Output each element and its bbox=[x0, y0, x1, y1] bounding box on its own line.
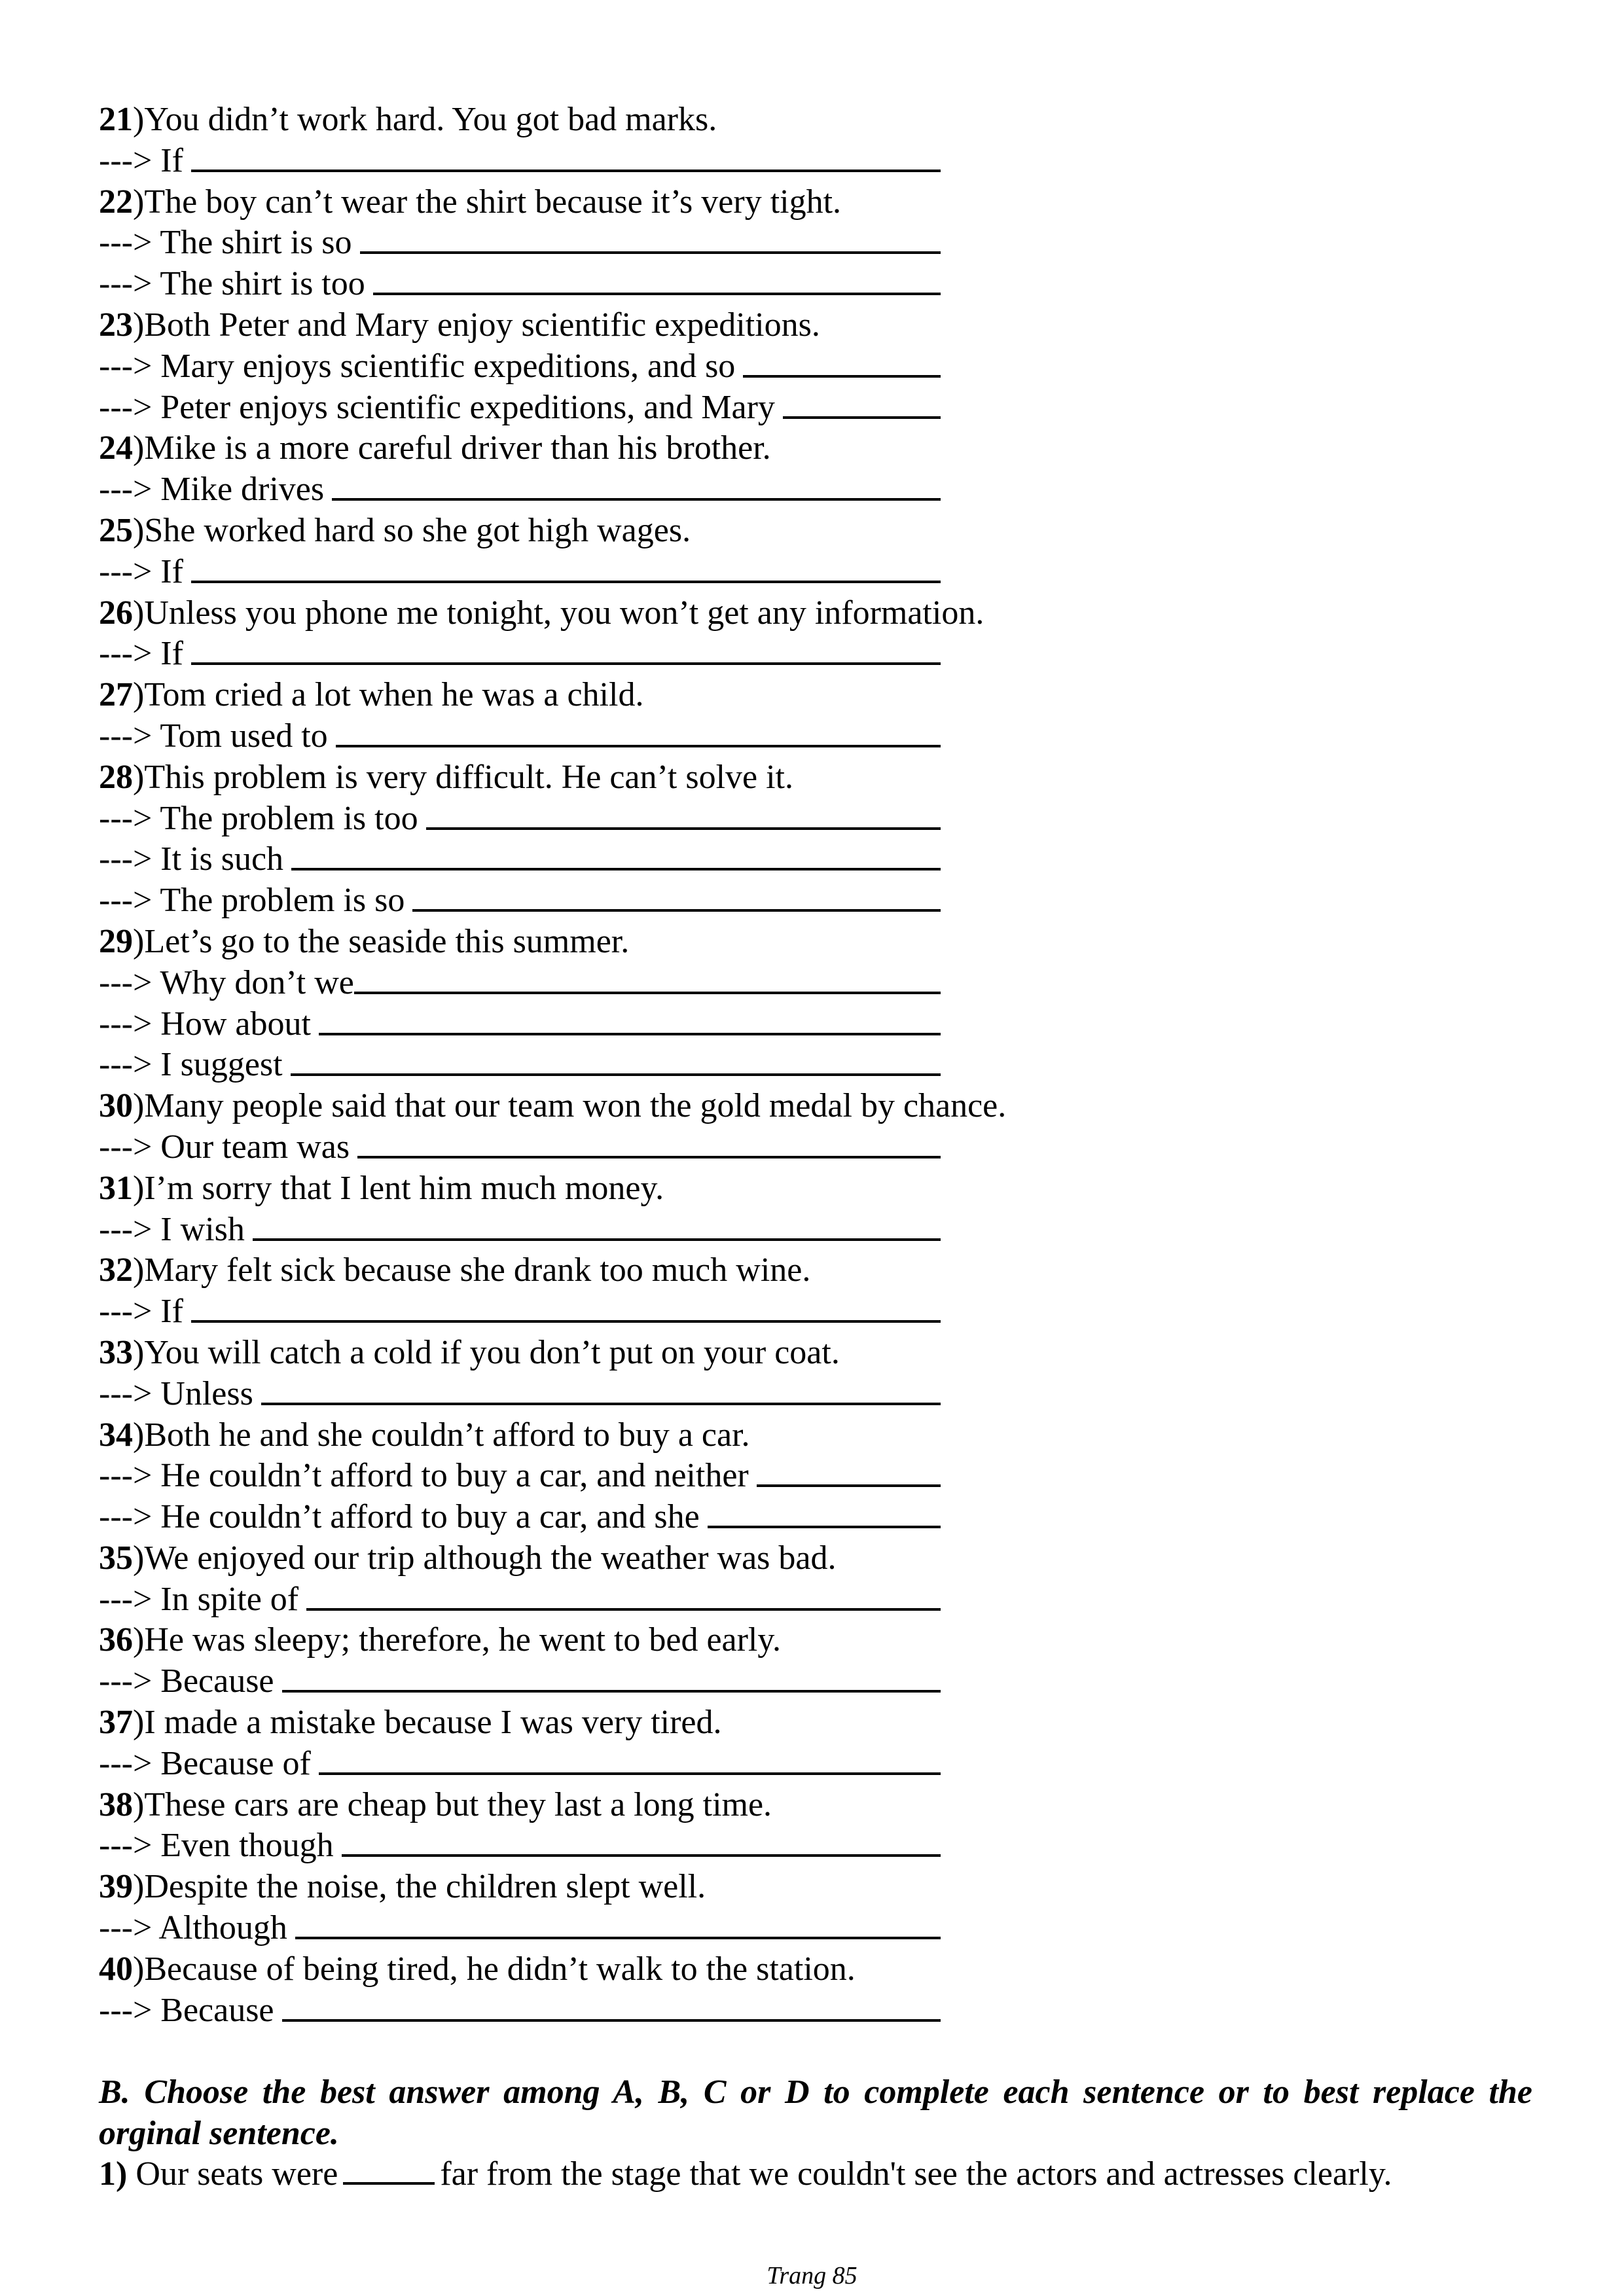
paren: ) bbox=[133, 1251, 145, 1289]
paren: ) bbox=[133, 101, 145, 138]
answer-blank[interactable] bbox=[332, 469, 941, 501]
exercise-prompt bbox=[99, 428, 941, 469]
prompt-text: These cars are cheap but they last a long time. bbox=[144, 1785, 772, 1823]
answer-blank[interactable] bbox=[343, 2156, 435, 2185]
exercise-number: 38 bbox=[99, 1785, 133, 1823]
answer-line bbox=[99, 387, 941, 429]
prompt-text: Let’s go to the seaside this summer. bbox=[144, 922, 630, 960]
answer-line bbox=[99, 1004, 941, 1045]
answer-prefix: ---> Why don’t we bbox=[99, 963, 354, 1001]
prompt-text: Tom cried a lot when he was a child. bbox=[144, 676, 644, 714]
answer-prefix: ---> In spite of bbox=[99, 1580, 299, 1618]
answer-prefix: ---> If bbox=[99, 1293, 183, 1331]
exercise-prompt bbox=[99, 675, 941, 716]
paren: ) bbox=[133, 1785, 145, 1823]
prompt-text: We enjoyed our trip although the weather was bad. bbox=[144, 1539, 837, 1577]
answer-blank[interactable] bbox=[360, 223, 941, 254]
paren: ) bbox=[133, 1868, 145, 1906]
answer-blank[interactable] bbox=[191, 141, 941, 172]
answer-prefix: ---> I suggest bbox=[99, 1046, 283, 1084]
exercise-number: 29 bbox=[99, 922, 133, 960]
exercise-prompt bbox=[99, 1785, 941, 1826]
exercise-number: 34 bbox=[99, 1416, 133, 1454]
answer-blank[interactable] bbox=[191, 552, 941, 583]
answer-prefix: ---> If bbox=[99, 552, 183, 590]
exercise-number: 30 bbox=[99, 1087, 133, 1125]
answer-line bbox=[99, 264, 941, 305]
prompt-text: You will catch a cold if you don’t put on your coat. bbox=[144, 1333, 840, 1371]
exercise-prompt bbox=[99, 1867, 941, 1908]
section-b-title: B. Choose the best answer among A, B, C or D to complete each sentence or to best replace the orginal sentence. bbox=[99, 2073, 1532, 2152]
answer-blank[interactable] bbox=[757, 1456, 941, 1487]
exercise-prompt bbox=[99, 922, 941, 963]
answer-blank[interactable] bbox=[291, 1045, 941, 1076]
prompt-text: Despite the noise, the children slept well. bbox=[144, 1868, 706, 1906]
prompt-text: She worked hard so she got high wages. bbox=[144, 511, 691, 549]
prompt-text: This problem is very difficult. He can’t solve it. bbox=[144, 758, 793, 796]
paren: ) bbox=[133, 676, 145, 714]
answer-blank[interactable] bbox=[191, 634, 941, 665]
answer-line bbox=[99, 880, 941, 922]
page-number: Trang 85 bbox=[767, 2262, 857, 2289]
exercise-number: 22 bbox=[99, 183, 133, 221]
answer-line bbox=[99, 1579, 941, 1621]
prompt-text: He was sleepy; therefore, he went to bed early. bbox=[144, 1621, 781, 1659]
answer-blank[interactable] bbox=[342, 1825, 941, 1857]
answer-blank[interactable] bbox=[426, 798, 941, 830]
paren: ) bbox=[133, 758, 145, 796]
paren: ) bbox=[133, 183, 145, 221]
answer-prefix: ---> If bbox=[99, 141, 183, 179]
answer-blank[interactable] bbox=[319, 1004, 941, 1035]
answer-prefix: ---> Because bbox=[99, 1662, 274, 1700]
answer-prefix: ---> It is such bbox=[99, 840, 284, 878]
paren: ) bbox=[133, 1333, 145, 1371]
exercise-prompt bbox=[99, 305, 941, 346]
exercise-number: 25 bbox=[99, 511, 133, 549]
prompt-text: The boy can’t wear the shirt because it’s very tight. bbox=[144, 183, 842, 221]
answer-prefix: ---> Tom used to bbox=[99, 717, 328, 755]
exercise-prompt bbox=[99, 1333, 941, 1374]
paren: ) bbox=[133, 1169, 145, 1207]
answer-line bbox=[99, 1210, 941, 1251]
answer-line bbox=[99, 1291, 941, 1333]
answer-blank[interactable] bbox=[282, 1661, 941, 1693]
exercise-prompt bbox=[99, 1168, 941, 1210]
answer-line bbox=[99, 346, 941, 387]
answer-blank[interactable] bbox=[291, 839, 941, 870]
paren: ) bbox=[133, 594, 145, 632]
answer-prefix: ---> Because of bbox=[99, 1744, 311, 1782]
answer-blank[interactable] bbox=[783, 387, 941, 419]
answer-line bbox=[99, 963, 941, 1004]
paren: ) bbox=[133, 922, 145, 960]
exercise-prompt bbox=[99, 1250, 941, 1291]
prompt-text: Because of being tired, he didn’t walk to the station. bbox=[144, 1950, 856, 1988]
answer-line bbox=[99, 1744, 941, 1785]
answer-line bbox=[99, 1825, 941, 1867]
exercise-prompt bbox=[99, 1949, 941, 1990]
exercise-number: 39 bbox=[99, 1868, 133, 1906]
paren: ) bbox=[133, 1621, 145, 1659]
exercise-number: 24 bbox=[99, 429, 133, 467]
answer-blank[interactable] bbox=[191, 1291, 941, 1323]
answer-blank[interactable] bbox=[373, 264, 941, 295]
answer-blank[interactable] bbox=[253, 1210, 941, 1241]
exercise-number: 35 bbox=[99, 1539, 133, 1577]
answer-line bbox=[99, 552, 941, 593]
paren: ) bbox=[133, 1950, 145, 1988]
exercise-prompt bbox=[99, 511, 941, 552]
answer-line bbox=[99, 839, 941, 880]
paren: ) bbox=[133, 1087, 145, 1125]
answer-prefix: ---> Peter enjoys scientific expeditions, and Mary bbox=[99, 388, 775, 426]
paren: ) bbox=[133, 1416, 145, 1454]
exercise-number: 36 bbox=[99, 1621, 133, 1659]
answer-prefix: ---> Because bbox=[99, 1991, 274, 2029]
paren: ) bbox=[133, 1704, 145, 1742]
prompt-text: I’m sorry that I lent him much money. bbox=[144, 1169, 664, 1207]
answer-line bbox=[99, 1497, 941, 1538]
answer-prefix: ---> The problem is too bbox=[99, 799, 418, 837]
answer-blank[interactable] bbox=[306, 1579, 941, 1611]
answer-prefix: ---> Mike drives bbox=[99, 471, 325, 509]
exercise-prompt bbox=[99, 1415, 941, 1456]
answer-blank[interactable] bbox=[357, 1127, 941, 1158]
prompt-text: I made a mistake because I was very tired. bbox=[144, 1704, 722, 1742]
answer-prefix: ---> He couldn’t afford to buy a car, and neither bbox=[99, 1457, 749, 1495]
exercise-prompt bbox=[99, 1086, 1007, 1127]
exercise-number: 21 bbox=[99, 101, 133, 138]
prompt-text: Mike is a more careful driver than his brother. bbox=[144, 429, 771, 467]
exercise-prompt bbox=[99, 1702, 941, 1744]
exercise-prompt bbox=[99, 757, 941, 798]
paren: ) bbox=[133, 429, 145, 467]
answer-prefix: ---> The shirt is so bbox=[99, 224, 352, 262]
answer-blank[interactable] bbox=[295, 1908, 941, 1939]
answer-blank[interactable] bbox=[261, 1374, 941, 1405]
answer-blank[interactable] bbox=[319, 1744, 941, 1775]
prompt-text: Many people said that our team won the gold medal by chance. bbox=[144, 1087, 1007, 1125]
answer-blank[interactable] bbox=[412, 880, 941, 912]
answer-line bbox=[99, 1127, 941, 1168]
answer-prefix: ---> Even though bbox=[99, 1827, 334, 1865]
exercise-prompt bbox=[99, 99, 941, 141]
question-1 bbox=[99, 2154, 1532, 2195]
exercise-number: 40 bbox=[99, 1950, 133, 1988]
paren: ) bbox=[133, 1539, 145, 1577]
answer-prefix: ---> I wish bbox=[99, 1210, 245, 1248]
exercise-prompt bbox=[99, 1620, 941, 1661]
answer-line bbox=[99, 1908, 941, 1949]
exercise-number: 33 bbox=[99, 1333, 133, 1371]
prompt-text: You didn’t work hard. You got bad marks. bbox=[144, 101, 717, 138]
answer-prefix: ---> The shirt is too bbox=[99, 265, 365, 303]
answer-prefix: ---> Unless bbox=[99, 1374, 253, 1412]
answer-line bbox=[99, 1990, 941, 2032]
prompt-text: Both he and she couldn’t afford to buy a car. bbox=[144, 1416, 750, 1454]
exercise-number: 28 bbox=[99, 758, 133, 796]
exercise-number: 31 bbox=[99, 1169, 133, 1207]
paren: ) bbox=[133, 306, 145, 344]
exercise-prompt bbox=[99, 182, 941, 223]
answer-prefix: ---> He couldn’t afford to buy a car, and she bbox=[99, 1498, 700, 1536]
answer-blank[interactable] bbox=[743, 346, 941, 378]
answer-blank[interactable] bbox=[336, 716, 941, 747]
rewrite-exercises bbox=[99, 99, 1007, 2031]
prompt-text: Mary felt sick because she drank too much wine. bbox=[144, 1251, 811, 1289]
answer-prefix: ---> Mary enjoys scientific expeditions, and so bbox=[99, 347, 736, 385]
answer-line bbox=[99, 798, 941, 840]
answer-line bbox=[99, 141, 941, 182]
paren: ) bbox=[133, 511, 145, 549]
question-text-before: Our seats were bbox=[135, 2155, 338, 2193]
section-b bbox=[99, 2072, 1532, 2195]
answer-line bbox=[99, 634, 941, 675]
exercise-number: 23 bbox=[99, 306, 133, 344]
answer-prefix: ---> The problem is so bbox=[99, 882, 405, 920]
answer-prefix: ---> Although bbox=[99, 1909, 287, 1947]
exercise-number: 37 bbox=[99, 1704, 133, 1742]
exercise-number: 32 bbox=[99, 1251, 133, 1289]
answer-line bbox=[99, 1045, 941, 1086]
exercise-prompt bbox=[99, 1538, 941, 1579]
prompt-text: Unless you phone me tonight, you won’t get any information. bbox=[144, 594, 984, 632]
answer-prefix: ---> Our team was bbox=[99, 1128, 350, 1166]
answer-blank[interactable] bbox=[708, 1497, 941, 1528]
answer-line bbox=[99, 469, 941, 511]
exercise-number: 26 bbox=[99, 594, 133, 632]
answer-blank[interactable] bbox=[354, 963, 941, 994]
prompt-text: Both Peter and Mary enjoy scientific expeditions. bbox=[144, 306, 820, 344]
answer-line bbox=[99, 223, 941, 264]
question-text-after: far from the stage that we couldn't see the actors and actresses clearly. bbox=[440, 2155, 1392, 2193]
answer-line bbox=[99, 1374, 941, 1415]
answer-line bbox=[99, 1456, 941, 1497]
answer-blank[interactable] bbox=[282, 1990, 941, 2022]
answer-line bbox=[99, 1661, 941, 1702]
answer-prefix: ---> If bbox=[99, 635, 183, 673]
answer-prefix: ---> How about bbox=[99, 1005, 311, 1043]
exercise-prompt bbox=[99, 593, 984, 634]
question-number: 1) bbox=[99, 2155, 128, 2193]
answer-line bbox=[99, 716, 941, 757]
exercise-number: 27 bbox=[99, 676, 133, 714]
